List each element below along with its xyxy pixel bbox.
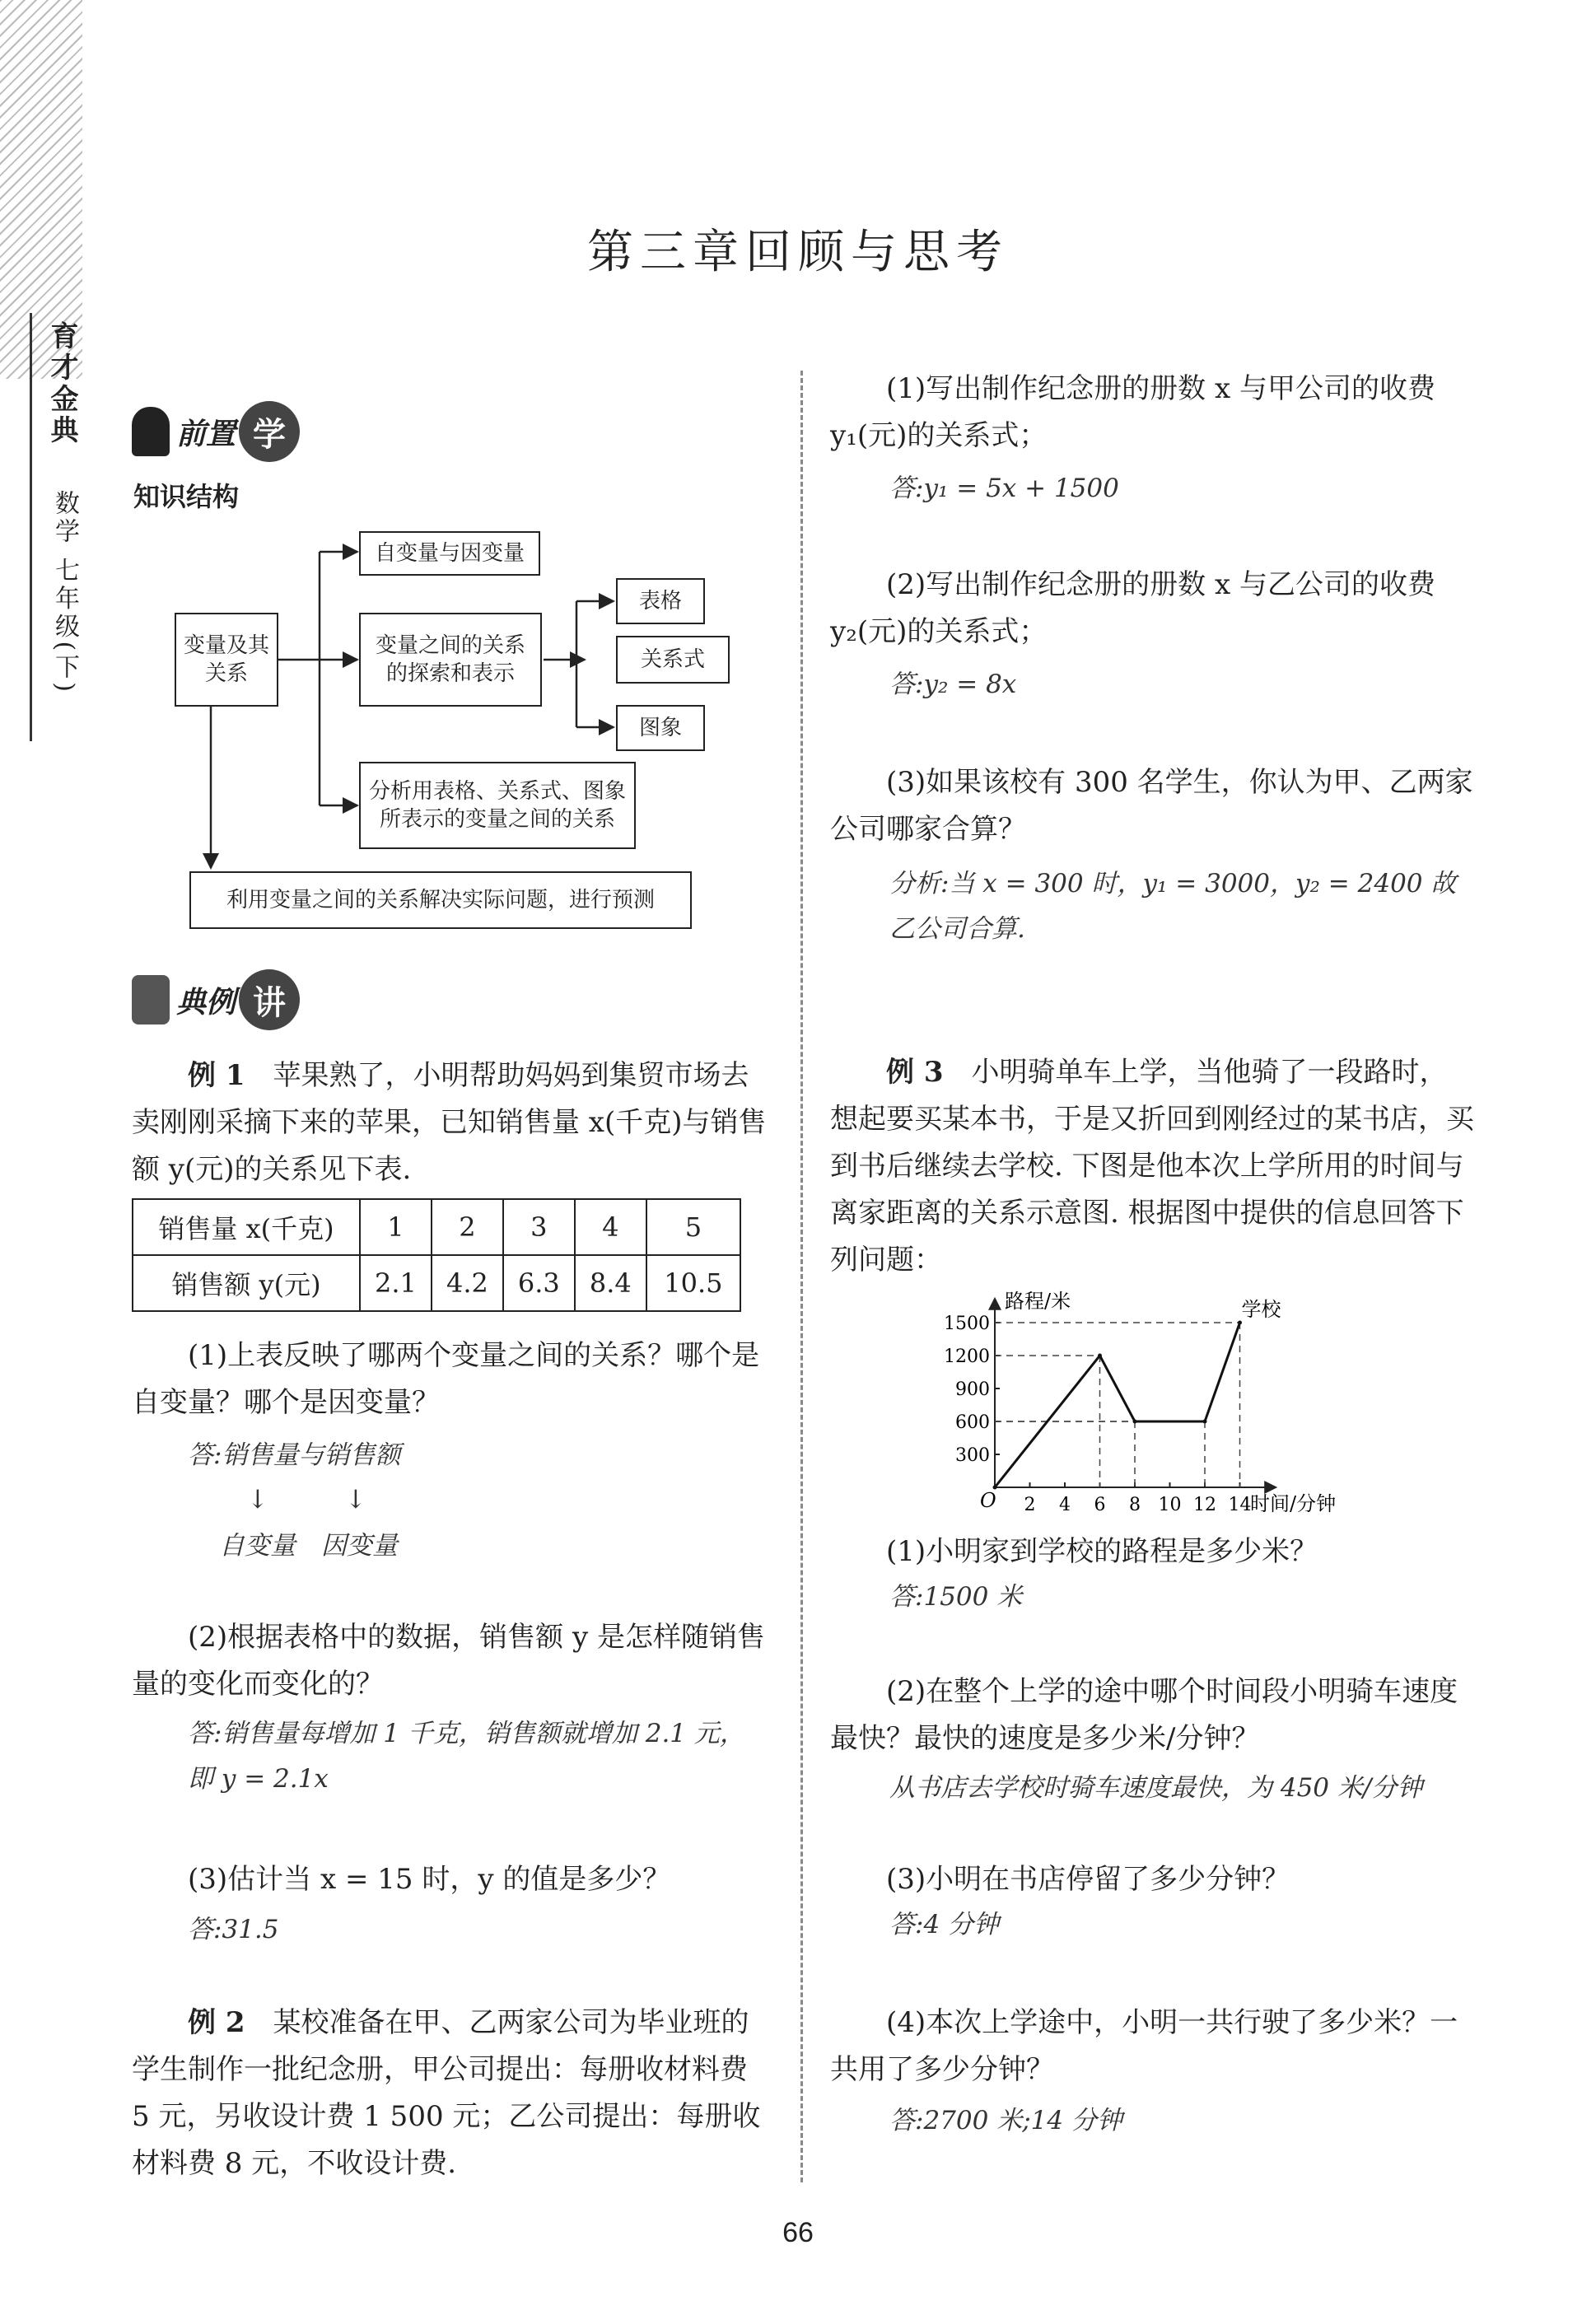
example-1-question-2: (2)根据表格中的数据，销售额 y 是怎样随销售量的变化而变化的？ <box>132 1621 765 1701</box>
example-3-answer-3: 答:4 分钟 <box>889 1910 1000 1939</box>
node-formula: 关系式 <box>616 636 730 684</box>
node-independent-dependent: 自变量与因变量 <box>359 531 540 576</box>
x-tick-label: 12 <box>1193 1495 1216 1515</box>
book-title: 育才金典 <box>45 321 78 446</box>
answer-variable-terms: 自变量 因变量 <box>219 1531 398 1561</box>
example-1-statement <box>132 1052 768 1193</box>
example-3-question-2: (2)在整个上学的途中哪个时间段小明骑车速度最快？最快的速度是多少米/分钟？ <box>830 1675 1458 1755</box>
x-tick-label: 4 <box>1059 1495 1071 1515</box>
x-tick-label: 10 <box>1158 1495 1182 1515</box>
table-cell: 3 <box>503 1199 575 1255</box>
node-variables-relations: 变量及其关系 <box>175 613 278 707</box>
y-tick-label: 600 <box>955 1412 990 1433</box>
knowledge-diagram <box>165 519 774 947</box>
data-point <box>1133 1420 1137 1424</box>
example-1-answer-3: 答:31.5 <box>188 1915 279 1944</box>
page-number: 66 <box>782 2217 814 2248</box>
data-point <box>1238 1321 1242 1325</box>
node-explore-represent: 变量之间的关系的探索和表示 <box>359 613 542 707</box>
example-1-answer-1: 答:销售量与销售额 <box>188 1440 401 1470</box>
x-tick-label: 2 <box>1024 1495 1036 1515</box>
example-3-question-4: (4)本次上学途中，小明一共行驶了多少米？一共用了多少分钟？ <box>830 2006 1458 2086</box>
example-3-answer-2: 从书店去学校时骑车速度最快，为 450 米/分钟 <box>889 1773 1423 1803</box>
cube-icon <box>132 975 170 1024</box>
example-2-question-1: (1)写出制作纪念册的册数 x 与甲公司的收费 y₁(元)的关系式； <box>830 372 1435 452</box>
column-divider <box>800 371 803 2182</box>
y-tick-label: 900 <box>955 1379 990 1400</box>
school-annotation: 学校 <box>1241 1298 1281 1321</box>
series-segment <box>1205 1323 1240 1421</box>
example-1-answer-2: 答:销售量每增加 1 千克，销售额就增加 2.1 元，即 y = 2.1x <box>188 1719 745 1794</box>
table-header-cell: 销售量 x(千克) <box>133 1199 360 1255</box>
x-tick-label: 8 <box>1129 1495 1141 1515</box>
table-row <box>133 1199 740 1255</box>
example-3-question-1: (1)小明家到学校的路程是多少米？ <box>886 1535 1318 1568</box>
table-cell: 6.3 <box>503 1255 575 1311</box>
example-2-question-2: (2)写出制作纪念册的册数 x 与乙公司的收费 y₂(元)的关系式； <box>830 568 1435 648</box>
example-1-question-1: (1)上表反映了哪两个变量之间的关系？哪个是自变量？哪个是因变量？ <box>132 1339 760 1419</box>
y-tick-label: 1200 <box>944 1347 990 1367</box>
x-tick-label: 14 <box>1228 1495 1252 1515</box>
table-cell: 5 <box>646 1199 740 1255</box>
example-2-label: 例 2 <box>188 2006 245 2039</box>
distance-time-chart <box>906 1277 1384 1524</box>
example-3-text: 小明骑单车上学，当他骑了一段路时，想起要买某本书，于是又折回到刚经过的某书店，买到书后继续去学校. 下图是他本次上学所用的时间与离家距离的关系示意图. 根据图中提供的信息回答下列问题： <box>830 1056 1474 1277</box>
badge-text: 典例 <box>176 985 236 1020</box>
example-1-label: 例 1 <box>188 1059 245 1092</box>
node-graph: 图象 <box>616 705 705 751</box>
example-2-answer-3: 分析:当 x = 300 时，y₁ = 3000，y₂ = 2400 故乙公司合算. <box>889 869 1457 944</box>
sales-table <box>132 1198 741 1312</box>
mascot-icon <box>132 407 170 456</box>
node-solve-predict: 利用变量之间的关系解决实际问题，进行预测 <box>189 871 692 929</box>
example-3-question-3: (3)小明在书店停留了多少分钟？ <box>886 1863 1290 1896</box>
y-tick-label: 1500 <box>944 1314 990 1334</box>
example-2-statement <box>132 2000 768 2187</box>
example-3-answer-4: 答:2700 米;14 分钟 <box>889 2106 1122 2135</box>
data-point <box>1203 1420 1207 1424</box>
chapter-title: 第三章回顾与思考 <box>587 226 1009 279</box>
x-tick-label: 6 <box>1094 1495 1106 1515</box>
table-cell: 1 <box>360 1199 432 1255</box>
examples-badge <box>132 970 300 1029</box>
table-cell: 4 <box>575 1199 646 1255</box>
example-3-label: 例 3 <box>886 1056 944 1089</box>
example-1-question-3: (3)估计当 x = 15 时，y 的值是多少？ <box>188 1863 671 1896</box>
spine-rule <box>30 313 32 741</box>
y-tick-label: 300 <box>955 1445 990 1466</box>
table-cell: 4.2 <box>432 1255 503 1311</box>
knowledge-structure-heading: 知识结构 <box>133 481 240 512</box>
badge-circle: 学 <box>239 401 300 462</box>
example-3-answer-1: 答:1500 米 <box>889 1582 1023 1612</box>
data-point <box>1098 1354 1102 1358</box>
table-cell: 8.4 <box>575 1255 646 1311</box>
series-segment <box>1100 1356 1136 1421</box>
badge-circle: 讲 <box>239 969 300 1030</box>
node-table: 表格 <box>616 578 705 624</box>
node-analyze: 分析用表格、关系式、图象所表示的变量之间的关系 <box>359 762 636 849</box>
example-2-text: 某校准备在甲、乙两家公司为毕业班的学生制作一批纪念册，甲公司提出：每册收材料费 5 元，另收设计费 1 500 元；乙公司提出：每册收材料费 8 元，不收设计费. <box>132 2006 761 2180</box>
origin-label: O <box>980 1489 996 1512</box>
table-header-cell: 销售额 y(元) <box>133 1255 360 1311</box>
x-axis-label: 时间/分钟 <box>1250 1492 1337 1515</box>
table-cell: 10.5 <box>646 1255 740 1311</box>
table-cell: 2.1 <box>360 1255 432 1311</box>
example-3-statement <box>830 1049 1474 1284</box>
answer-arrows: ↓ ↓ <box>247 1485 366 1515</box>
example-2-answer-2: 答:y₂ = 8x <box>889 670 1017 699</box>
example-1-text: 苹果熟了，小明帮助妈妈到集贸市场去卖刚刚采摘下来的苹果，已知销售量 x(千克)与销售额 y(元)的关系见下表. <box>132 1059 767 1186</box>
table-cell: 2 <box>432 1199 503 1255</box>
preview-badge <box>132 402 300 461</box>
subject-grade: 数学 七年级(下) <box>50 490 79 695</box>
badge-text: 前置 <box>176 417 236 451</box>
example-2-answer-1: 答:y₁ = 5x + 1500 <box>889 474 1119 503</box>
y-axis-label: 路程/米 <box>1005 1290 1071 1313</box>
table-row <box>133 1255 740 1311</box>
example-2-question-3: (3)如果该校有 300 名学生，你认为甲、乙两家公司哪家合算？ <box>830 766 1473 846</box>
